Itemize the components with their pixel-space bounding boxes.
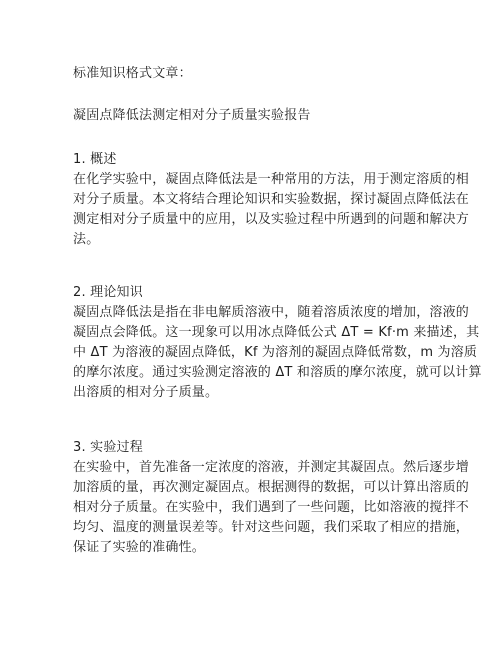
paragraph-line: 加溶质的量，再次测定凝固点。根据测得的数据，可以计算出溶质的	[73, 480, 470, 495]
document-title: 凝固点降低法测定相对分子质量实验报告	[73, 108, 311, 123]
paragraph-line: 中 ΔT 为溶液的凝固点降低，Kf 为溶剂的凝固点降低常数，m 为溶质	[73, 345, 478, 360]
section-heading-theory: 2. 理论知识	[73, 285, 143, 300]
paragraph-line: 的摩尔浓度。通过实验测定溶液的 ΔT 和溶质的摩尔浓度，就可以计算	[73, 365, 482, 380]
paragraph-line: 出溶质的相对分子质量。	[73, 385, 219, 400]
intro-text: 标准知识格式文章：	[73, 66, 192, 81]
paragraph-line: 对分子质量。本文将结合理论知识和实验数据，探讨凝固点降低法在	[73, 192, 470, 207]
paragraph-line: 在化学实验中，凝固点降低法是一种常用的方法，用于测定溶质的相	[73, 172, 470, 187]
paragraph-line: 相对分子质量。在实验中，我们遇到了一些问题，比如溶液的搅拌不	[73, 500, 470, 515]
paragraph-line: 测定相对分子质量中的应用，以及实验过程中所遇到的问题和解决方	[73, 212, 470, 227]
paragraph-line: 均匀、温度的测量误差等。针对这些问题，我们采取了相应的措施，	[73, 520, 470, 535]
paragraph-line: 在实验中，首先准备一定浓度的溶液，并测定其凝固点。然后逐步增	[73, 460, 470, 475]
paragraph-line: 法。	[73, 232, 100, 247]
section-heading-overview: 1. 概述	[73, 152, 117, 167]
paragraph-line: 保证了实验的准确性。	[73, 540, 206, 555]
section-heading-procedure: 3. 实验过程	[73, 440, 143, 455]
paragraph-line: 凝固点降低法是指在非电解质溶液中，随着溶质浓度的增加，溶液的	[73, 305, 470, 320]
paragraph-line: 凝固点会降低。这一现象可以用冰点降低公式 ΔT = Kf·m 来描述，其	[73, 325, 480, 340]
